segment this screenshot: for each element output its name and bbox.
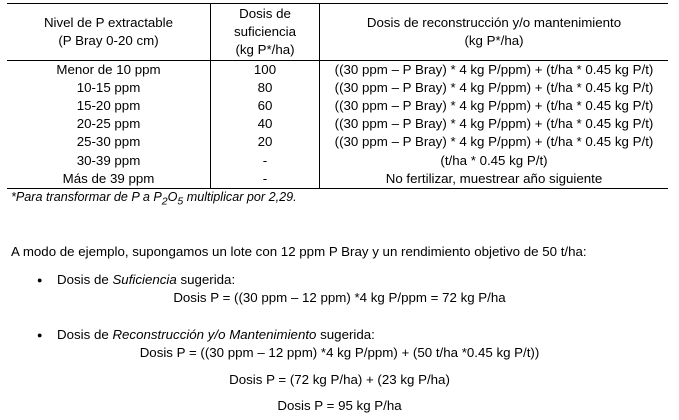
cell-suficiencia: 100 [211, 61, 320, 80]
table-footnote [11, 190, 297, 208]
bullet-suficiencia-suffix: sugerida: [176, 272, 236, 287]
table-row [7, 79, 668, 97]
cell-nivel: 20-25 ppm [76, 116, 141, 132]
header-nivel-line-1: Nivel de P extractable [43, 15, 174, 30]
bullet-reconstruccion-suffix: sugerida: [316, 327, 375, 342]
table-header-row [7, 4, 668, 61]
cell-reconstruccion: (t/ha * 0.45 kg P/t) [440, 152, 548, 168]
formula-reconstruccion-3: Dosis P = 95 kg P/ha [277, 398, 402, 413]
formula-reconstruccion-1: Dosis P = ((30 ppm – 12 ppm) *4 kg P/ppm) + (50 t/ha *0.45 kg P/t)) [139, 345, 540, 360]
cell-nivel: 15-20 ppm [76, 98, 141, 114]
header-suficiencia-line-3: (kg P*/ha) [235, 42, 295, 57]
bullet-suficiencia [57, 272, 235, 287]
bullet-suficiencia-emph: Suficiencia [112, 272, 177, 287]
table-row [7, 97, 668, 115]
bullet-reconstruccion [57, 327, 375, 342]
example-intro: A modo de ejemplo, supongamos un lote con 12 ppm P Bray y un rendimiento objetivo de 50 t/ha: [11, 244, 587, 259]
header-reconstruccion-line-2: (kg P*/ha) [464, 33, 524, 48]
table-row [7, 133, 668, 151]
cell-suficiencia: 80 [211, 79, 320, 97]
cell-suficiencia: - [211, 151, 320, 169]
table-row [7, 61, 668, 80]
formula-reconstruccion-2: Dosis P = (72 kg P/ha) + (23 kg P/ha) [229, 372, 450, 387]
bullet-reconstruccion-emph: Reconstrucción y/o Mantenimiento [112, 327, 317, 342]
cell-nivel: Menor de 10 ppm [56, 62, 161, 78]
formula-suficiencia: Dosis P = ((30 ppm – 12 ppm) *4 kg P/ppm = 72 kg P/ha [173, 290, 506, 305]
cell-suficiencia: 40 [211, 115, 320, 133]
header-nivel [7, 4, 211, 61]
cell-suficiencia: 60 [211, 97, 320, 115]
header-suficiencia [211, 4, 320, 61]
cell-reconstruccion: ((30 ppm – P Bray) * 4 kg P/ppm) + (t/ha * 0.45 kg P/t) [334, 116, 654, 132]
footnote-text-mid: O [167, 190, 178, 204]
cell-reconstruccion: ((30 ppm – P Bray) * 4 kg P/ppm) + (t/ha * 0.45 kg P/t) [334, 98, 654, 114]
table-row [7, 170, 668, 189]
cell-reconstruccion: ((30 ppm – P Bray) * 4 kg P/ppm) + (t/ha * 0.45 kg P/t) [334, 134, 654, 150]
header-suficiencia-line-2: suficiencia [233, 24, 297, 39]
footnote-subscript-2: 5 [177, 195, 184, 208]
cell-suficiencia: - [211, 170, 320, 189]
table-row [7, 115, 668, 133]
bullet-icon: ● [37, 275, 43, 285]
cell-reconstruccion: ((30 ppm – P Bray) * 4 kg P/ppm) + (t/ha * 0.45 kg P/t) [334, 80, 654, 96]
footnote-text-after: multiplicar por 2,29. [183, 190, 297, 204]
cell-nivel: Más de 39 ppm [7, 170, 211, 189]
bullet-suficiencia-prefix: Dosis de [57, 272, 113, 287]
cell-reconstruccion: ((30 ppm – P Bray) * 4 kg P/ppm) + (t/ha * 0.45 kg P/t) [334, 62, 654, 78]
header-suficiencia-line-1: Dosis de [239, 6, 291, 21]
phosphorus-dose-table [7, 3, 668, 189]
bullet-reconstruccion-prefix: Dosis de [57, 327, 113, 342]
cell-nivel: 30-39 ppm [76, 152, 141, 168]
header-reconstruccion-line-1: Dosis de reconstrucción y/o mantenimiento [366, 15, 622, 30]
cell-nivel: 10-15 ppm [76, 80, 141, 96]
cell-suficiencia: 20 [211, 133, 320, 151]
cell-nivel: 25-30 ppm [76, 134, 141, 150]
footnote-subscript-1: 2 [161, 195, 168, 208]
header-reconstruccion [320, 4, 669, 61]
cell-reconstruccion: No fertilizar, muestrear año siguiente [320, 170, 669, 189]
header-nivel-line-2: (P Bray 0-20 cm) [58, 33, 159, 48]
bullet-icon: ● [37, 330, 43, 340]
table-row [7, 151, 668, 169]
footnote-text-before: *Para transformar de P a P [11, 190, 162, 204]
